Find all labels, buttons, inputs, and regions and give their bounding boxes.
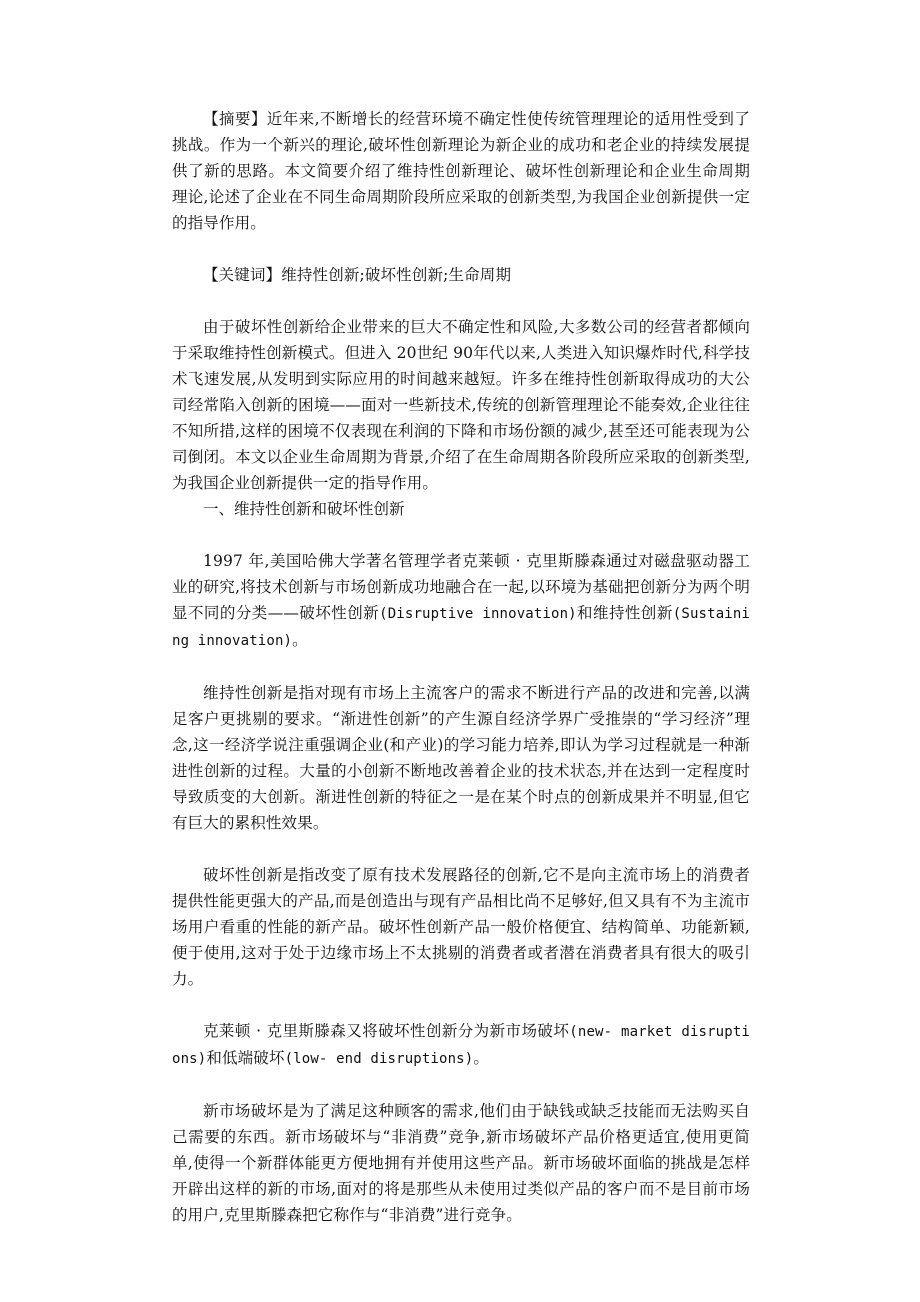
para4-term-low-end: (low- end disruptions) (284, 1051, 474, 1067)
abstract-paragraph: 【摘要】近年来,不断增长的经营环境不确定性使传统管理理论的适用性受到了挑战。作为一个新兴的理论,破坏性创新理论为新企业的成功和老企业的持续发展提供了新的思路。本文简要介绍了维持性创新理论、破坏性创新理论和企业生命周期理论,论述了企业在不同生命周期阶段所应采取的创新类型,为我国企业创新提供一定的指导作用。 (172, 110, 750, 232)
para1-term-sustaining: (Sustaining innovation) (172, 606, 751, 649)
intro-paragraph: 由于破坏性创新给企业带来的巨大不确定性和风险,大多数公司的经营者都倾向于采取维持性创新模式。但进入 20世纪 90年代以来,人类进入知识爆炸时代,科学技术飞速发展,从发明到实际应用的时间越来越短。许多在维持性创新取得成功的大公司经常陷入创新的困境——面对一些新技术,传统的创新管理理论不能奏效,企业往往不知所措,这样的困境不仅表现在利润的下降和市场份额的减少,甚至还可能表现为公司倒闭。本文以企业生命周期为背景,介绍了在生命周期各阶段所应采取的创新类型,为我国企业创新提供一定的指导作用。 (172, 318, 750, 492)
document-page (172, 106, 750, 1228)
para4-text-a: 克莱顿 · 克里斯滕森又将破坏性创新分为新市场破坏 (203, 1022, 570, 1040)
para1-text-e: 。 (292, 631, 308, 649)
keywords-paragraph: 【关键词】维持性创新;破坏性创新;生命周期 (203, 266, 512, 284)
para1-text-a: 1997 年,美国哈佛大学著名管理学者克莱顿 · 克里斯滕森通过对磁盘驱动器工业的研究,将技术创新与市场创新成功地融合在一起,以环境为基础把创新分为两个明显不同的分类——破坏性创新 (172, 552, 750, 622)
para4-term-new-market: (new- market disruptions) (172, 1024, 750, 1067)
para4-text-e: 。 (473, 1049, 489, 1067)
para4-text-c: 和低端破坏 (206, 1049, 285, 1067)
para1-term-disruptive: (Disruptive innovation) (379, 606, 577, 622)
body-paragraph-5: 新市场破坏是为了满足这种顾客的需求,他们由于缺钱或缺乏技能而无法购买自己需要的东西。新市场破坏与“非消费”竞争,新市场破坏产品价格更适宜,使用更简单,使得一个新群体能更方便地拥有并使用这些产品。新市场破坏面临的挑战是怎样开辟出这样的新的市场,面对的将是那些从未使用过类似产品的客户而不是目前市场的用户,克里斯滕森把它称作与“非消费”进行竞争。 (172, 1102, 750, 1224)
body-paragraph-2: 维持性创新是指对现有市场上主流客户的需求不断进行产品的改进和完善,以满足客户更挑剔的要求。“渐进性创新”的产生源自经济学界广受推崇的“学习经济”理念,这一经济学说注重强调企业(和产业)的学习能力培养,即认为学习过程就是一种渐进性创新的过程。大量的小创新不断地改善着企业的技术状态,并在达到一定程度时导致质变的大创新。渐进性创新的特征之一是在某个时点的创新成果并不明显,但它有巨大的累积性效果。 (172, 684, 750, 832)
body-paragraph-3: 破坏性创新是指改变了原有技术发展路径的创新,它不是向主流市场上的消费者提供性能更强大的产品,而是创造出与现有产品相比尚不足够好,但又具有不为主流市场用户看重的性能的新产品。破坏性创新产品一般价格便宜、结构简单、功能新颖,便于使用,这对于处于边缘市场上不太挑剔的消费者或者潜在消费者具有很大的吸引力。 (172, 866, 750, 988)
body-paragraph-4 (172, 1018, 750, 1072)
body-paragraph-1 (172, 548, 750, 654)
section-1-heading: 一、维持性创新和破坏性创新 (203, 500, 405, 518)
para1-text-c: 和维持性创新 (576, 604, 673, 622)
